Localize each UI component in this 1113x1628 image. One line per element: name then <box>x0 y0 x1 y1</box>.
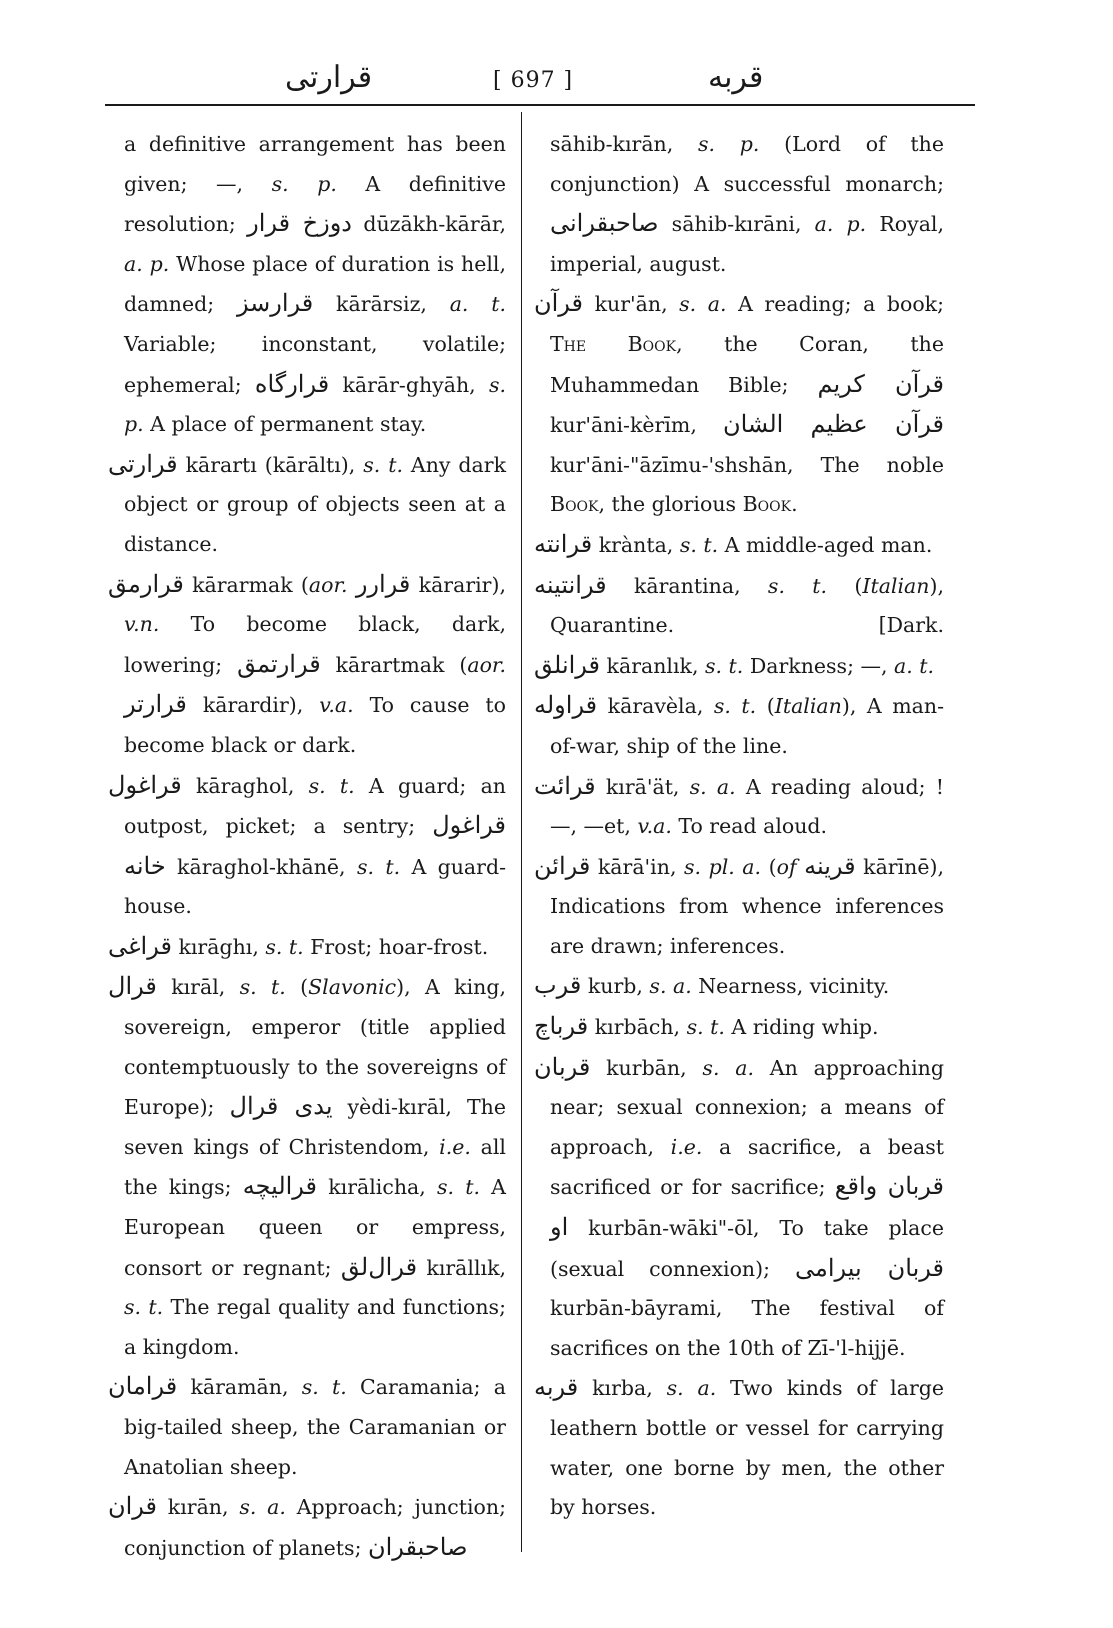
header-left-word: قرارتی <box>285 60 373 95</box>
dictionary-entry: sāhib-kırān, s. p. (Lord of the conjunction) A successful monarch; صاحبقرانی sāhib-kırāni, a. p. Royal, imperial, august. <box>550 132 944 276</box>
dictionary-entry: قرانته krànta, s. t. A middle-aged man. <box>534 529 933 558</box>
dictionary-entry: قرب kurb, s. a. Nearness, vicinity. <box>534 971 890 1000</box>
dictionary-entry: قرال kırāl, s. t. (Slavonic), A king, sovereign, emperor (title applied contemptuously to the sovereigns of Europe); يدی قرال yèdi-kırāl, The seven kings of Christendom, i.e. all the kings; قراليچه kırālicha, s. t. A European queen or empress, consort or regnant; قرال‌لق kırāllık, s. t. The regal quality and functions; a kingdom. <box>108 972 507 1359</box>
dictionary-entry: قرامان kāramān, s. t. Caramania; a big-tailed sheep, the Caramanian or Anatolian sheep. <box>108 1372 506 1479</box>
dictionary-entry: قراوله kāravèla, s. t. (Italian), A man-of-war, ship of the line. <box>534 691 944 758</box>
dictionary-entry: قراغی kırāghı, s. t. Frost; hoar-frost. <box>108 931 489 960</box>
header-right-word: قربه <box>708 60 764 95</box>
left-column <box>108 125 506 1568</box>
page-number: [ 697 ] <box>493 68 574 93</box>
dictionary-entry: قربه kırba, s. a. Two kinds of large leathern bottle or vessel for carrying water, one borne by men, the other by horses. <box>534 1373 945 1520</box>
dictionary-entry: a definitive arrangement has been given; —, s. p. A definitive resolution; دوزخ قرار dūzākh-kārār, a. p. Whose place of duration is hell, damned; قرارسز kārārsiz, a. t. Variable; inconstant, volatile; ephemeral; قرارگاه kārār-ghyāh, s. p. A place of permanent stay. <box>124 132 506 437</box>
header-rule <box>105 104 975 106</box>
dictionary-entry: قران kırān, s. a. Approach; junction; conjunction of planets; صاحبقران <box>108 1492 506 1561</box>
dictionary-entry: قرائت kırā'ät, s. a. A reading aloud; !—, —et, v.a. To read aloud. <box>534 771 944 839</box>
dictionary-entry: قرارمق kārarmak (aor. قرارر kārarir), v.n. To become black, dark, lowering; قرارتمق kārartmak (aor. قرارتر kārardir), v.a. To cause to become black or dark. <box>108 569 506 757</box>
column-divider <box>521 112 522 1552</box>
dictionary-entry: قرارتی kārartı (kārāltı), s. t. Any dark object or group of objects seen at a distance. <box>108 449 507 556</box>
dictionary-entry: قرانلق kāranlık, s. t. Darkness; —, a. t. <box>534 650 935 679</box>
dictionary-entry: قرانتينه kārantina, s. t. (Italian), Quarantine. [Dark. <box>534 570 944 638</box>
right-column <box>534 125 944 1528</box>
dictionary-entry: قرائن kārā'in, s. pl. a. (of قرينه kārīnē), Indications from whence inferences are drawn; inferences. <box>534 851 944 958</box>
dictionary-entry: قربان kurbān, s. a. An approaching near; sexual connexion; a means of approach, i.e. a sacrifice, a beast sacrificed or for sacrifice; قربان واقع او kurbān-wāki"-ōl, To take place (sexual connexion); قربان بيرامی kurbān-bāyrami, The festival of sacrifices on the 10th of Zī-'l-hijjē. <box>534 1052 945 1360</box>
dictionary-entry: قراغول kāraghol, s. t. A guard; an outpost, picket; a sentry; قراغول خانه kāraghol-khānē, s. t. A guard-house. <box>108 770 507 919</box>
dictionary-entry: قرباچ kırbāch, s. t. A riding whip. <box>534 1012 879 1041</box>
page-header <box>100 58 980 108</box>
dictionary-entry: قرآن kur'ān, s. a. A reading; a book; The Book, the Coran, the Muhammedan Bible; قرآن کریم kur'āni-kèrīm, قرآن عظيم الشان kur'āni-"āzīmu-'shshān, The noble Book, the glorious Book. <box>534 289 944 517</box>
